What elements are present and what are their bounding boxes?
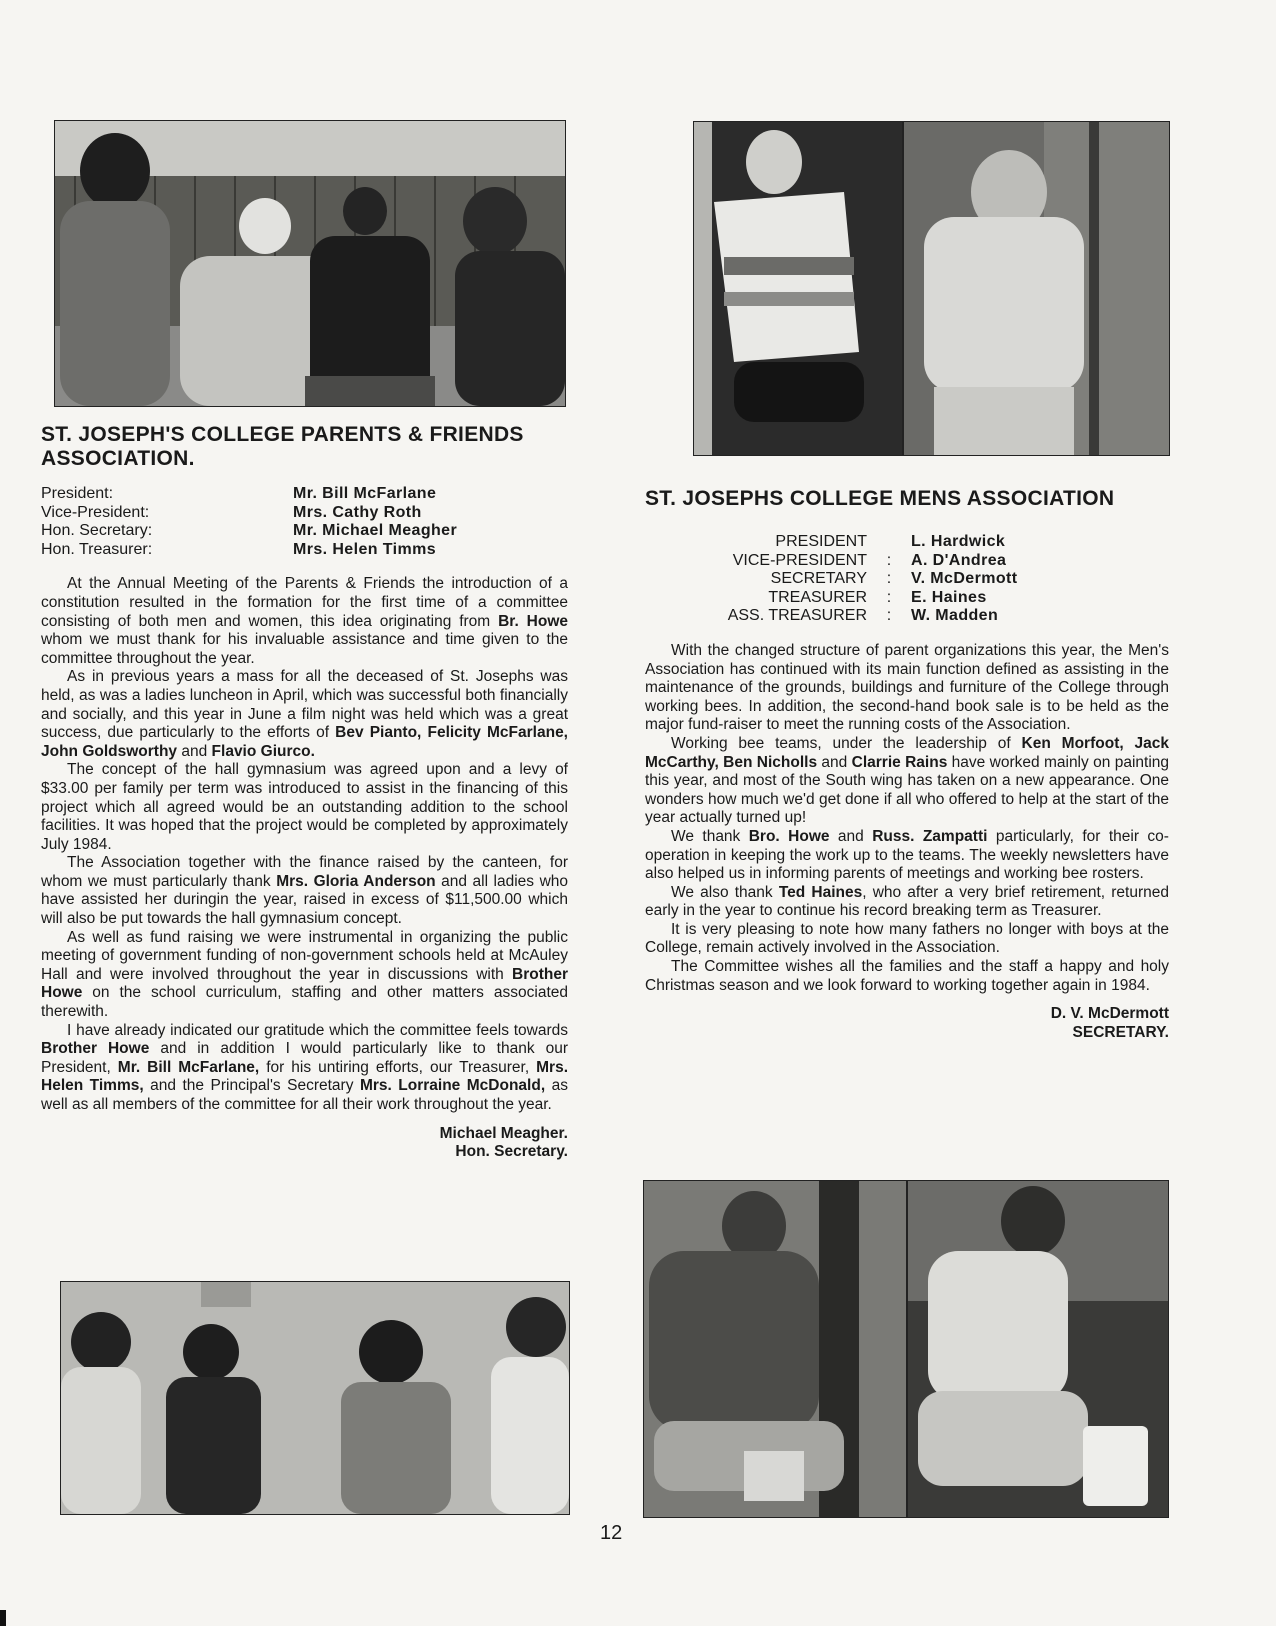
officer-row: ASS. TREASURER : W. Madden [727,607,999,625]
officer-row: VICE-PRESIDENT : A. D'Andrea [732,551,1007,569]
painting-photo-left [643,1180,907,1518]
officer-row: PRESIDENT L. Hardwick [775,533,1006,550]
page-number: 12 [600,1522,623,1544]
paragraph: Working bee teams, under the leadership of Ken Morfoot, Jack McCarthy, Ben Nicholls and Clarrie Rains have worked mainly on painting this year, and most of the South wing has taken on a new appearance. One wonders how much we'd get done if all who offered to help at the start of the year actually turned up! [645,734,1169,827]
paragraph: As in previous years a mass for all the deceased of St. Josephs was held, as was a ladies luncheon in April, which was successful both financially and socially, and this year in June a film night was held which was a great success, due particularly to the efforts of Bev Pianto, Felicity McFarlane, John Goldsworthy and Flavio Giurco. [41,668,568,760]
officer-list [41,485,457,559]
mens-association-photo-left [693,121,903,456]
paragraph: We thank Bro. Howe and Russ. Zampatti particularly, for their co-operation in keeping the work up to the teams. The weekly newsletters have also helped us in informing parents of meetings and working bee rosters. [645,827,1169,883]
officer-row: SECRETARY : V. McDermott [770,570,1018,588]
officer-row: TREASURER : E. Haines [768,588,987,606]
paragraph: With the changed structure of parent organizations this year, the Men's Association has continued with its main function defined as assisting in the maintenance of the grounds, buildings and furniture of the College through working bees. In addition, the second-hand book sale is to be held as the major fund-raiser to meet the running costs of the Association. [645,641,1169,734]
officer-row: Hon. Treasurer: Mrs. Helen Timms [41,540,437,558]
paragraph: It is very pleasing to note how many fathers no longer with boys at the College, remain actively involved in the Association. [645,920,1169,957]
officer-row: Vice-President: Mrs. Cathy Roth [41,503,422,521]
paragraph: We also thank Ted Haines, who after a very brief retirement, returned early in the year to continue his record breaking term as Treasurer. [645,883,1169,920]
paragraph: I have already indicated our gratitude which the committee feels towards Brother Howe and in addition I would particularly like to thank our President, Mr. Bill McFarlane, for his untiring efforts, our Treasurer, Mrs. Helen Timms, and the Principal's Secretary Mrs. Lorraine McDonald, as well as all members of the committee for all their work throughout the year. [41,1021,568,1113]
mens-association-photo-right [903,121,1170,456]
painting-photo-right [907,1180,1169,1518]
officer-list [705,533,1017,626]
scan-edge-mark [0,1610,6,1626]
mens-association-article [645,487,1169,1042]
signature: D. V. McDermott SECRETARY. [1050,1005,1169,1041]
article-title: ST. JOSEPHS COLLEGE MENS ASSOCIATION [645,487,1115,510]
parents-friends-article [41,423,568,1162]
paragraph: The Committee wishes all the families and the staff a happy and holy Christmas season and we look forward to working together again in 1984. [645,958,1169,994]
officer-row: President: Mr. Bill McFarlane [41,485,437,502]
paragraph: The concept of the hall gymnasium was agreed upon and a levy of $33.00 per family per term was introduced to assist in the financing of this project which all agreed would be an outstanding addition to the school facilities. It was hoped that the project would be completed by approximately July 1984. [41,761,568,853]
paragraph: As well as fund raising we were instrumental in organizing the public meeting of government funding of non-government schools held at McAuley Hall and were involved throughout the year in discussions with Brother Howe on the school curriculum, staffing and other matters associated therewith. [41,928,568,1021]
canteen-ladies-photo [60,1281,570,1515]
paragraph: At the Annual Meeting of the Parents & Friends the introduction of a constitution resulted in the formation for the first time of a committee consisting of both men and women, this idea originating from Br. Howe whom we must thank for his invaluable assistance and time given to the committee throughout the year. [41,575,568,667]
officer-row: Hon. Secretary: Mr. Michael Meagher [41,522,458,540]
paragraph: The Association together with the finance raised by the canteen, for whom we must particularly thank Mrs. Gloria Anderson and all ladies who have assisted her duringin the year, raised in excess of $11,500.00 which will also be put towards the hall gymnasium concept. [41,854,568,928]
article-body [645,642,1169,995]
parents-friends-group-photo [54,120,566,407]
article-title: ST. JOSEPH'S COLLEGE PARENTS & FRIENDS ASSOCIATION. [41,423,524,470]
signature: Michael Meagher. Hon. Secretary. [439,1124,568,1161]
article-body [41,575,568,1114]
